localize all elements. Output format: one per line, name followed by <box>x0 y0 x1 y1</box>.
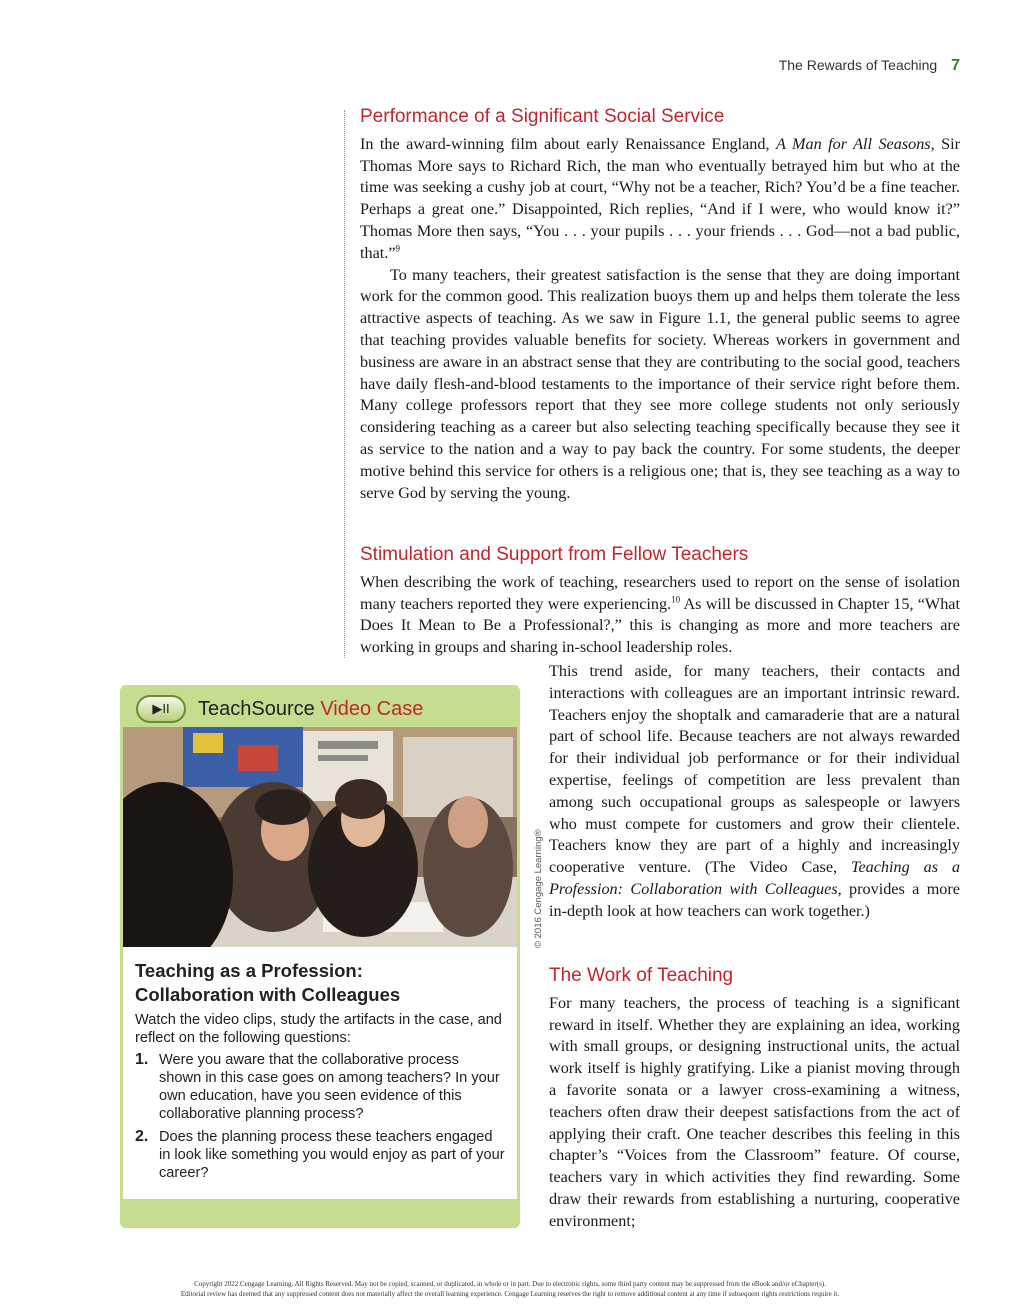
paragraph <box>360 134 960 265</box>
page-number: 7 <box>951 57 960 74</box>
question-number: 1. <box>135 1051 149 1068</box>
section-heading: Stimulation and Support from Fellow Teachers <box>360 544 749 565</box>
question-item <box>135 1051 505 1123</box>
video-case-title-ref: Teaching as a Profession: Collaboration with Colleagues, <box>549 858 960 898</box>
section-heading: The Work of Teaching <box>549 965 734 986</box>
brand-label: TeachSource <box>198 697 315 720</box>
title-line: Teaching as a Profession: <box>135 960 363 981</box>
text-run: As will be discussed in Chapter 15, “What Does It Mean to Be a Professional?,” this is changing as more and more teachers are working in groups and sharing in-school leadership roles. <box>360 594 960 657</box>
running-head <box>779 57 960 75</box>
footer-line: Copyright 2022 Cengage Learning. All Rights Reserved. May not be copied, scanned, or duplicated, in whole or in part. Due to electronic rights, some third party content may be suppressed from the eBook and/or eChapter(s). <box>194 1280 826 1288</box>
section-fellow-teachers-continued <box>549 661 960 923</box>
paragraph: To many teachers, their greatest satisfaction is the sense that they are doing important work for the common good. This realization buoys them up and helps them tolerate the less attractive aspects of teaching. As we saw in Figure 1.1, the general public seems to agree that teaching provides valuable benefits for society. Whereas workers in government and business are aware in an abstract sense that they are contributing to the social good, teachers have daily flesh-and-blood testaments to the importance of their service right before them. Many college professors report that they see more college students not only seriously considering teaching as a career but also selecting teaching specifically because they see it as service to the nation and a way to pay back the country. For some students, the deeper motive behind this service for others is a religious one; that is, they see teaching as a way to serve God by serving the young. <box>360 265 960 502</box>
margin-rule <box>344 110 345 658</box>
play-pause-icon[interactable]: ▶II <box>136 695 186 723</box>
photo-credit: © 2016 Cengage Learning® <box>533 829 544 948</box>
paragraph <box>549 661 960 923</box>
footnote-ref[interactable]: 10 <box>671 594 681 605</box>
title-line: Collaboration with Colleagues <box>135 984 401 1005</box>
video-case-header <box>136 691 423 727</box>
question-item <box>135 1128 505 1182</box>
question-text: Were you aware that the collaborative process shown in this case goes on among teachers? In your own education, have you seen evidence of this collaborative planning process? <box>159 1052 500 1122</box>
video-case-intro: Watch the video clips, study the artifacts in the case, and reflect on the following questions: <box>135 1012 502 1046</box>
section-work-of-teaching <box>549 965 960 1233</box>
video-case-box <box>120 685 520 1228</box>
section-fellow-teachers <box>360 544 960 659</box>
question-number: 2. <box>135 1128 149 1145</box>
text-run: When describing the work of teaching, researchers used to report on the sense of isolation many teachers reported they were experiencing. <box>360 572 960 613</box>
video-case-title <box>135 959 505 1007</box>
copyright-footer <box>0 1279 1020 1299</box>
paragraph <box>360 572 960 659</box>
video-case-label <box>198 698 423 721</box>
video-case-content <box>123 947 517 1199</box>
footnote-ref[interactable]: 9 <box>395 243 401 254</box>
question-text: Does the planning process these teachers engaged in look like something you would enjoy as part of your career? <box>159 1129 505 1181</box>
text-run: This trend aside, for many teachers, their contacts and interactions with colleagues are an important intrinsic reward. Teachers enjoy the shoptalk and camaraderie that are a natural part of school life. Because teachers are not always rewarded for their individual job performance or for their individual expertise, feelings of competition are less prevalent than among such occupational groups as salespeople or lawyers who must compete for customers and grow their clientele. Teachers know they are part of a highly and increasingly cooperative venture. (The Video Case, <box>549 662 960 877</box>
type-label: Video Case <box>320 697 424 720</box>
running-title: The Rewards of Teaching <box>778 57 938 73</box>
video-still-photo[interactable] <box>123 727 517 947</box>
film-title: A Man for All Seasons, <box>775 134 935 153</box>
text-run: Sir Thomas More says to Richard Rich, the man who eventually betrayed him but who at the time was seeking a cushy job at court, “Why not be a teacher, Rich? You’d be a fine teacher. Perhaps a great one.” Disappointed, Rich replies, “And if I were, who would know it?” Thomas More then says, “You . . . your pupils . . . your friends . . . God—not a bad public, that.” <box>360 134 960 262</box>
paragraph: For many teachers, the process of teaching is a significant reward in itself. Whether they are explaining an idea, working with small groups, or designing instructional units, the actual work itself is highly gratifying. Like a pianist moving through a favorite sonata or a lawyer cross-examining a witness, teachers often draw their deepest satisfactions from the act of applying their craft. One teacher describes this feeling in this chapter’s “Voices from the Classroom” feature. Of course, teachers vary in which activities they find rewarding. Some draw their rewards from establishing a nurturing, cooperative environment; <box>549 993 960 1230</box>
text-run: provides a more in-depth look at how teachers can work together.) <box>549 879 960 920</box>
section-social-service <box>360 106 960 504</box>
section-heading: Performance of a Significant Social Service <box>360 106 725 127</box>
footer-line: Editorial review has deemed that any suppressed content does not materially affect the overall learning experience. Cengage Learning reserves the right to remove additional content at any time if subsequent rights restrictions require it. <box>180 1290 840 1298</box>
text-run: In the award-winning film about early Renaissance England, <box>360 134 776 153</box>
